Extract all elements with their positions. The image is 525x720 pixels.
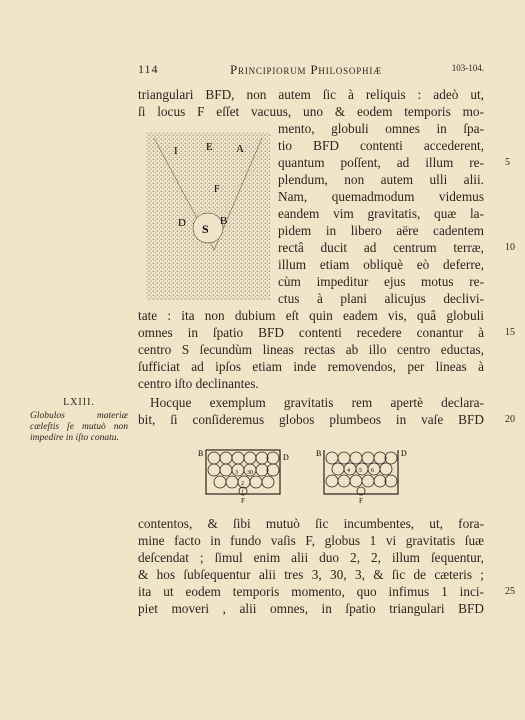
text-line: Hocque exemplum gravitatis rem apertè declara- bbox=[150, 395, 484, 410]
figure-label-a: A bbox=[236, 143, 244, 155]
text-line: contentos, & ſibi mutuò ſic incumbentes, ut, fora- bbox=[138, 516, 484, 531]
figure-label-e: E bbox=[206, 141, 213, 153]
ball-number: 30 bbox=[247, 470, 253, 476]
text-line: & hos ſubſequentur alii tres 3, 30, 3, & ſic de cæteris ; bbox=[138, 567, 484, 582]
text-line: centro iſto declinantes. bbox=[138, 376, 259, 391]
gravity-dot-figure bbox=[144, 130, 272, 302]
ball-number: 5 bbox=[359, 468, 362, 474]
figure-label-i: I bbox=[174, 145, 178, 157]
text-line: pidem in libero aëre cadentem bbox=[278, 223, 484, 238]
text-line: mento, globuli omnes in ſpa- bbox=[278, 121, 484, 136]
text-line: cùm impeditur ejus motus re- bbox=[278, 274, 484, 289]
text-line: tate : ita non dubium eſt quin eadem vis, quâ globuli bbox=[138, 308, 484, 323]
vessel-figure-right bbox=[316, 446, 410, 504]
text-line: deſcendat ; ſimul enim alii duo 2, 2, illum ſequentur, bbox=[138, 550, 484, 565]
ball-number: 6 bbox=[371, 468, 374, 474]
figure-label-f: F bbox=[214, 184, 220, 195]
vessel-label-b: B bbox=[316, 449, 322, 458]
vessel-label-d: D bbox=[283, 453, 289, 462]
section-range: 103-104. bbox=[451, 63, 484, 73]
page-number: 114 bbox=[138, 62, 159, 76]
vessel-label-f: F bbox=[359, 497, 363, 504]
text-line: plendum, non autem ulli alii. bbox=[278, 172, 484, 187]
ball-number: 4 bbox=[347, 468, 350, 474]
margin-note bbox=[30, 397, 128, 444]
text-line: centro S ſecundùm lineas rectas ab illo centro eductas, bbox=[138, 342, 484, 357]
line-number: 10 bbox=[505, 242, 515, 253]
ball-number: 1 bbox=[241, 490, 244, 495]
ball-number: 2 bbox=[241, 481, 244, 487]
vessel-label-f: F bbox=[241, 497, 245, 504]
text-line: triangulari BFD, non autem ſic à reliquis : adeò ut, bbox=[138, 87, 484, 102]
text-line: ita ut eodem temporis momento, quo infimus 1 inci- bbox=[138, 584, 484, 599]
text-line: tio BFD contenti accederent, bbox=[278, 138, 484, 153]
figure-label-d: D bbox=[178, 217, 186, 229]
text-line: quantum poſſent, ad illum re- bbox=[278, 155, 484, 170]
lead-balls bbox=[208, 452, 279, 495]
vessel-label-d: D bbox=[401, 449, 407, 458]
text-line: ſufficiat ad ipſos etiam inde removendos, per lineas à bbox=[138, 359, 484, 374]
text-line: piet moveri , alii omnes, in ſpatio triangulari BFD bbox=[138, 601, 484, 616]
line-number: 5 bbox=[505, 157, 510, 168]
line-number: 20 bbox=[505, 414, 515, 425]
text-line: mine facto in fundo vaſis F, globus 1 vi gravitatis ſuæ bbox=[138, 533, 484, 548]
text-line: bit, ſi conſideremus globos plumbeos in vaſe BFD bbox=[138, 412, 484, 427]
line-number: 25 bbox=[505, 586, 515, 597]
margin-note-text: Globulos materiæ cæleſtis ſe mutuò non impedire in iſto conatu. bbox=[30, 411, 128, 443]
line-number: 15 bbox=[505, 327, 515, 338]
text-line: illum etiam obliquè eò deferre, bbox=[278, 257, 484, 272]
text-line: ſi locus F eſſet vacuus, uno & eodem temporis mo- bbox=[138, 104, 484, 119]
text-line: Nam, quemadmodum videmus bbox=[278, 189, 484, 204]
text-line: ctus à plani alicujus declivi- bbox=[278, 291, 484, 306]
text-line: eandem vim gravitatis, quæ la- bbox=[278, 206, 484, 221]
figure-label-b: B bbox=[220, 215, 228, 227]
vessel-label-b: B bbox=[198, 449, 204, 458]
figure-label-s: S bbox=[202, 222, 209, 236]
ball-number: 3 bbox=[235, 470, 238, 476]
text-line: rectâ ducit ad centrum terræ, bbox=[278, 240, 484, 255]
running-title: Principiorum Philosophiæ bbox=[230, 62, 382, 77]
margin-note-heading: LXIII. bbox=[63, 397, 95, 408]
text-line: omnes in ſpatio BFD contenti recedere conantur à bbox=[138, 325, 484, 340]
vessel-figure-left bbox=[198, 446, 292, 504]
